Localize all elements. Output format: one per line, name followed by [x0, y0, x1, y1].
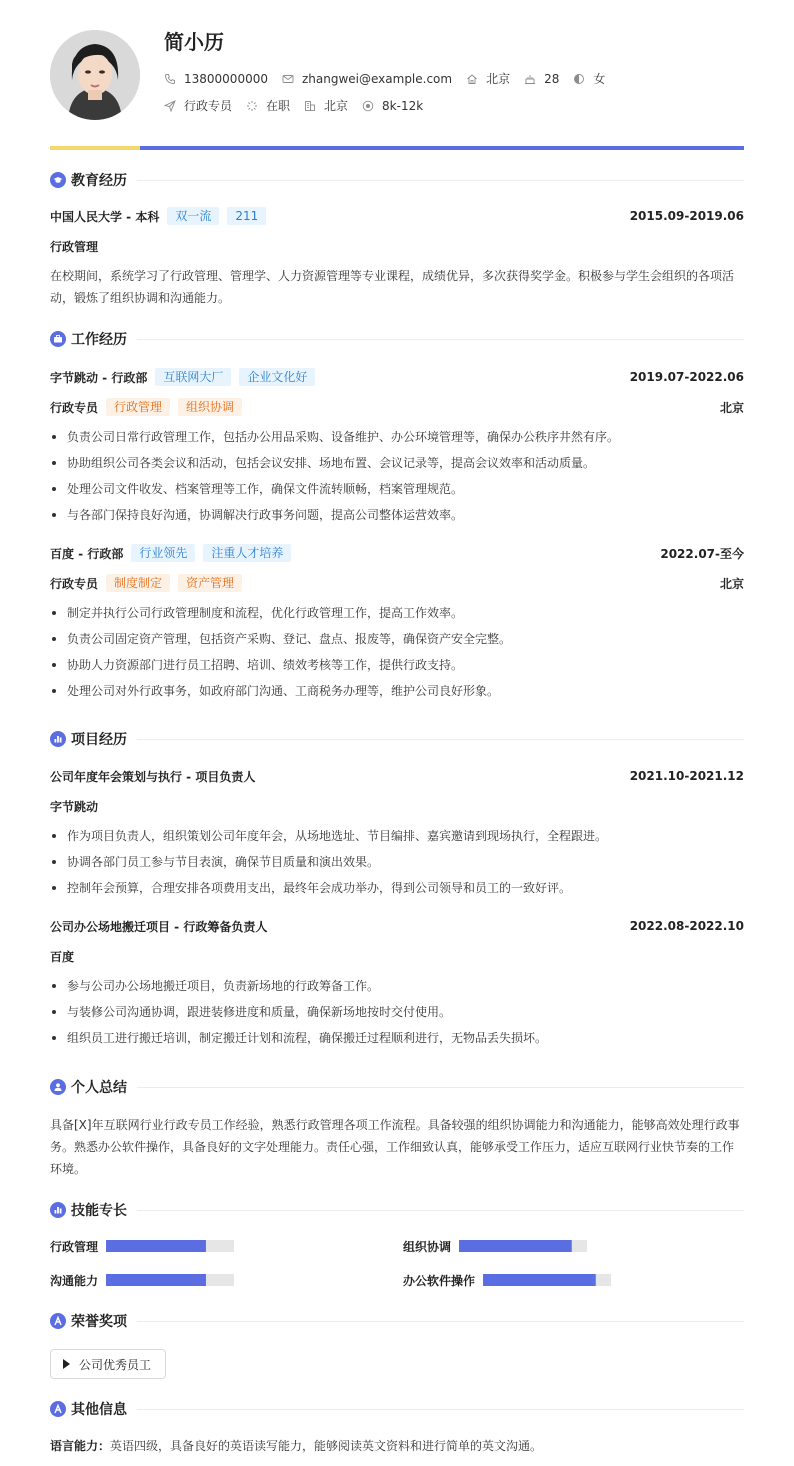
resume-header: [50, 30, 744, 130]
education-major-row: [50, 236, 744, 256]
age-item: [524, 72, 559, 86]
loading-icon: [246, 100, 258, 112]
work-company-row: [50, 543, 744, 563]
bar-chart-icon: [50, 731, 66, 747]
award-icon: [50, 1313, 66, 1329]
gender-item: [573, 70, 605, 87]
briefcase-icon: [50, 331, 66, 347]
project-title: 公司年度年会策划与执行 - 项目负责人: [50, 769, 256, 784]
section-title-other: 其他信息: [71, 1402, 127, 1418]
status-item: [246, 97, 290, 114]
summary-text: 具备[X]年互联网行业行政专员工作经验，熟悉行政管理各项工作流程。具备较强的组织协调能力和沟通能力，能够高效处理行政事务。熟悉办公软件操作，具备良好的文字处理能力。责任心强，工作细致认真，能够承受工作压力，适应互联网行业快节奏的工作环境。: [50, 1118, 740, 1176]
language-label: 语言能力：: [50, 1439, 111, 1453]
work-role-row: [50, 397, 744, 417]
work-bullets: [50, 424, 744, 528]
status-text: 在职: [266, 99, 291, 113]
section-title-skills: 技能专长: [71, 1203, 127, 1219]
other-info-line: [50, 1436, 542, 1456]
section-work: [50, 329, 744, 349]
list-item: 处理公司文件收发、档案管理等工作，确保文件流转顺畅，档案管理规范。: [50, 476, 744, 502]
company-name: 百度 - 行政部: [50, 546, 124, 561]
mail-icon: [282, 73, 294, 85]
list-item: 组织员工进行搬迁培训，制定搬迁计划和流程，确保搬迁过程顺利进行，无物品丢失损坏。: [50, 1025, 744, 1051]
role-tag: 资产管理: [178, 574, 242, 592]
list-item: 协助人力资源部门进行员工招聘、培训、绩效考核等工作，提供行政支持。: [50, 652, 744, 678]
language-value: 英语四级，具备良好的英语读写能力，能够阅读英文资料和进行简单的英文沟通。: [110, 1439, 543, 1453]
skill-name: 办公软件操作: [403, 1273, 476, 1288]
gender-text: 女: [593, 72, 606, 86]
skill-level-bar: [483, 1274, 611, 1286]
project-title: 公司办公场地搬迁项目 - 行政筹备负责人: [50, 919, 268, 934]
skill-level-bar: [106, 1274, 234, 1286]
project-date: 2021.10-2021.12: [629, 769, 744, 783]
work-company-row: [50, 367, 744, 387]
gender-icon: [573, 73, 585, 85]
phone-item: [164, 72, 268, 86]
role-tag: 制度制定: [106, 574, 170, 592]
avatar-portrait: [50, 30, 140, 120]
role-tag: 组织协调: [178, 398, 242, 416]
position-item: [164, 97, 232, 114]
skill-item: [50, 1272, 234, 1288]
education-header-row: [50, 206, 744, 226]
section-project: [50, 729, 744, 749]
play-icon: [63, 1359, 70, 1369]
list-item: 参与公司办公场地搬迁项目，负责新场地的行政筹备工作。: [50, 973, 744, 999]
location-item: [466, 70, 510, 87]
list-item: 负责公司日常行政管理工作，包括办公用品采购、设备维护、办公环境管理等，确保办公秩序井然有序。: [50, 424, 744, 450]
school-tag: 双一流: [167, 207, 219, 225]
section-other: [50, 1399, 744, 1419]
list-item: 协调各部门员工参与节目表演，确保节目质量和演出效果。: [50, 849, 744, 875]
position-text: 行政专员: [184, 99, 233, 113]
school-name: 中国人民大学 - 本科: [50, 209, 160, 224]
email-text: zhangwei@example.com: [301, 71, 453, 86]
section-summary: [50, 1077, 744, 1097]
project-bullets: [50, 973, 744, 1051]
work-bullets: [50, 600, 744, 704]
work-location: 北京: [719, 400, 744, 415]
project-org-row: [50, 796, 744, 816]
company-tag: 行业领先: [131, 544, 195, 562]
role-name: 行政专员: [50, 400, 99, 415]
location-text: 北京: [486, 72, 511, 86]
cake-icon: [524, 73, 536, 85]
job-intent-row: [164, 97, 437, 114]
list-item: 与装修公司沟通协调，跟进装修进度和质量，确保新场地按时交付使用。: [50, 999, 744, 1025]
work-role-row: [50, 573, 744, 593]
contact-row: [164, 70, 619, 87]
skill-level-bar: [459, 1240, 587, 1252]
building-icon: [304, 100, 316, 112]
project-org: 字节跳动: [50, 799, 99, 814]
skill-name: 沟通能力: [50, 1273, 99, 1288]
company-tag: 互联网大厂: [155, 368, 231, 386]
section-title-project: 项目经历: [71, 732, 127, 748]
candidate-name: 简小历: [164, 30, 224, 54]
send-icon: [164, 100, 176, 112]
phone-text: 13800000000: [184, 71, 268, 86]
section-awards: [50, 1311, 744, 1331]
email-item: [282, 72, 452, 86]
city-item: [304, 97, 348, 114]
user-icon: [50, 1079, 66, 1095]
graduation-cap-icon: [50, 172, 66, 188]
skill-item: [403, 1238, 587, 1254]
section-title-awards: 荣誉奖项: [71, 1314, 127, 1330]
avatar: [50, 30, 140, 120]
coin-icon: [362, 100, 374, 112]
list-item: 作为项目负责人，组织策划公司年度年会，从场地选址、节目编排、嘉宾邀请到现场执行，全程跟进。: [50, 823, 744, 849]
city-text: 北京: [324, 99, 349, 113]
project-org-row: [50, 946, 744, 966]
phone-icon: [164, 73, 176, 85]
section-title-education: 教育经历: [71, 173, 127, 189]
award-text: 公司优秀员工: [79, 1357, 152, 1372]
work-date: 2019.07-2022.06: [629, 370, 744, 384]
list-item: 协助组织公司各类会议和活动，包括会议安排、场地布置、会议记录等，提高会议效率和活动质量。: [50, 450, 744, 476]
salary-text: 8k-12k: [382, 98, 424, 113]
major: 行政管理: [50, 239, 99, 254]
list-item: 控制年会预算，合理安排各项费用支出，最终年会成功举办，得到公司领导和员工的一致好评。: [50, 875, 744, 901]
salary-item: [362, 99, 423, 113]
skill-level-fill: [106, 1274, 206, 1286]
skill-level-fill: [483, 1274, 596, 1286]
bar-chart-icon: [50, 1202, 66, 1218]
project-header-row: [50, 766, 744, 786]
work-date: 2022.07-至今: [660, 546, 744, 561]
section-education: [50, 170, 744, 190]
section-title-work: 工作经历: [71, 332, 127, 348]
section-title-summary: 个人总结: [71, 1080, 127, 1096]
list-item: 负责公司固定资产管理，包括资产采购、登记、盘点、报废等，确保资产安全完整。: [50, 626, 744, 652]
list-item: 制定并执行公司行政管理制度和流程，优化行政管理工作，提高工作效率。: [50, 600, 744, 626]
list-item: 与各部门保持良好沟通，协调解决行政事务问题，提高公司整体运营效率。: [50, 502, 744, 528]
project-date: 2022.08-2022.10: [629, 919, 744, 933]
skill-name: 组织协调: [403, 1239, 452, 1254]
company-tag: 注重人才培养: [203, 544, 291, 562]
skill-item: [50, 1238, 234, 1254]
list-item: 处理公司对外行政事务，如政府部门沟通、工商税务办理等，维护公司良好形象。: [50, 678, 744, 704]
project-org: 百度: [50, 949, 75, 964]
age-text: 28: [544, 71, 560, 86]
company-tag: 企业文化好: [239, 368, 315, 386]
section-skills: [50, 1200, 744, 1220]
skill-level-fill: [106, 1240, 206, 1252]
role-name: 行政专员: [50, 576, 99, 591]
education-date: 2015.09-2019.06: [629, 209, 744, 223]
info-icon: [50, 1401, 66, 1417]
company-name: 字节跳动 - 行政部: [50, 370, 148, 385]
award-item: [50, 1349, 166, 1379]
education-description: 在校期间，系统学习了行政管理、管理学、人力资源管理等专业课程，成绩优异，多次获得奖学金。积极参与学生会组织的各项活动，锻炼了组织协调和沟通能力。: [50, 269, 735, 305]
skill-item: [403, 1272, 611, 1288]
home-icon: [466, 73, 478, 85]
skill-level-bar: [106, 1240, 234, 1252]
header-divider-bar: [50, 146, 744, 150]
project-bullets: [50, 823, 744, 901]
school-tag: 211: [227, 207, 266, 225]
project-header-row: [50, 916, 744, 936]
work-location: 北京: [719, 576, 744, 591]
skill-name: 行政管理: [50, 1239, 99, 1254]
skill-level-fill: [459, 1240, 572, 1252]
role-tag: 行政管理: [106, 398, 170, 416]
